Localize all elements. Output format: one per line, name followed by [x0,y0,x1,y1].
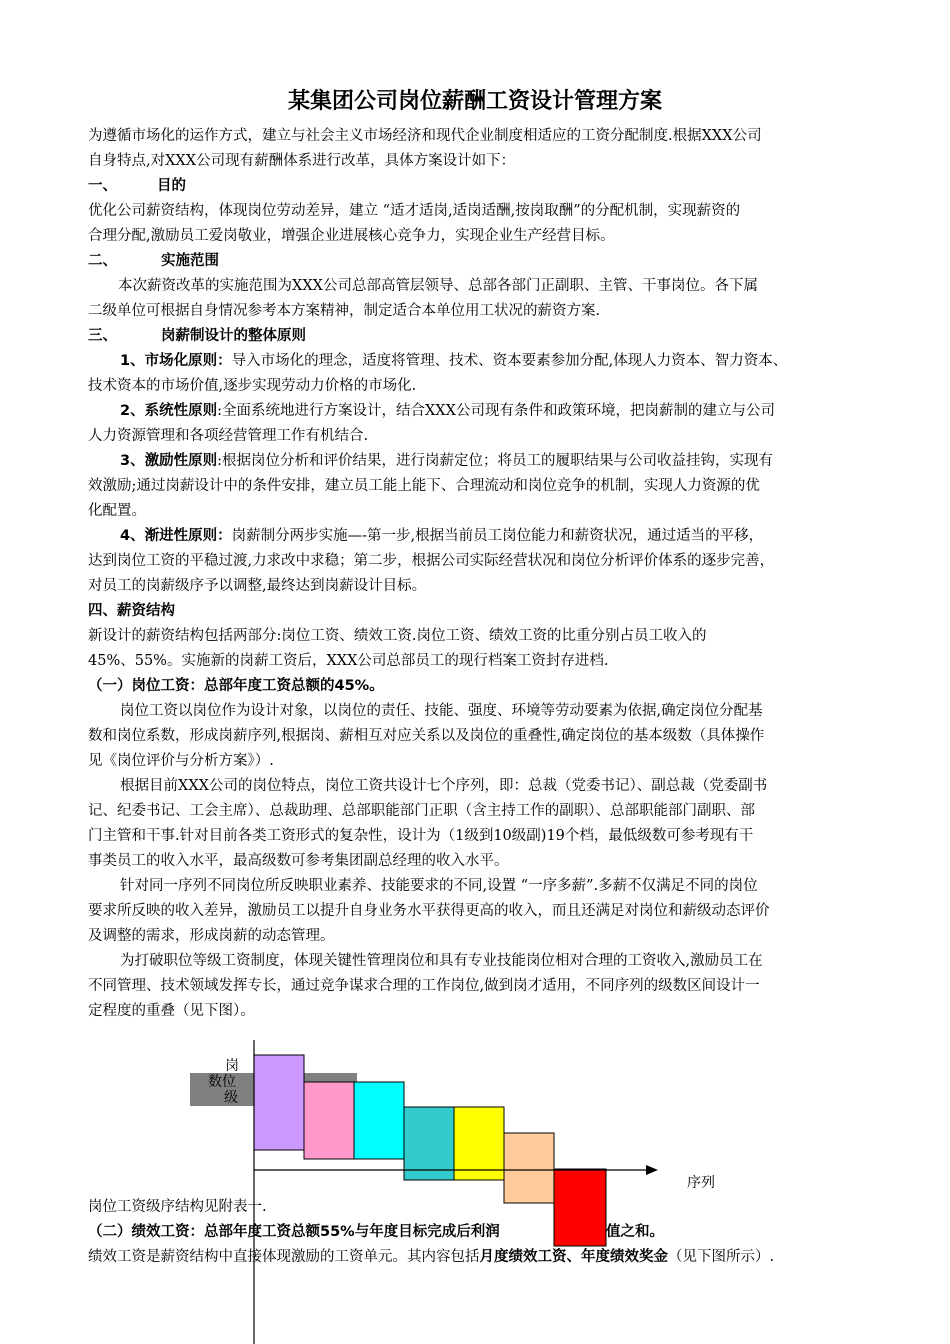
pw-p2-line-2: 记、纪委书记、工会主席）、总裁助理、总部职能部门正职（含主持工作的副职）、总部职能部门副职、部 [88,803,755,819]
s2-line-1: 本次薪资改革的实施范围为XXX公司总部高管层领导、总部各部门正副职、主管、干事岗位。各下属 [118,278,758,294]
pw-p3-line-1: 针对同一序列不同岗位所反映职业素养、技能要求的不同,设置 “一序多薪”.多薪不仅满足不同的岗位 [120,878,758,894]
p4-line-3: 对员工的岗薪级序予以调整,最终达到岗薪设计目标。 [88,578,427,594]
section-number: 三、 [88,328,117,344]
pw-p4-line-2: 不同管理、技术领域发挥专长，通过竞争谋求合理的工作岗位,做到岗才适用，不同序列的级数区间设计一 [88,978,760,994]
bar-3 [354,1082,404,1159]
principle-2 [120,399,920,424]
subsection-performance-wage: （二）绩效工资：总部年度工资总额55%与年度目标完成后利润 [88,1224,500,1240]
performance-wage-line [88,1245,888,1270]
x-axis-label: 序列 [687,1175,715,1191]
performance-text-bold: 月度绩效工资、年度绩效奖金 [479,1249,668,1265]
principle-label: 4、渐进性原则： [120,528,232,544]
performance-text-post: （见下图所示）. [668,1249,775,1265]
y-axis-label-bot: 级 [224,1090,238,1106]
principle-text: 导入市场化的理念，适度将管理、技术、资本要素参加分配,体现人力资本、智力资本、 [231,353,788,369]
principle-3 [120,449,920,474]
s2-line-2: 二级单位可根据自身情况参考本方案精神，制定适合本单位用工状况的薪资方案. [88,303,601,319]
after-chart-line: 岗位工资级序结构见附表一. [88,1199,267,1215]
pw-p2-line-3: 门主管和干事.针对目前各类工资形式的复杂性，设计为（1级到10级副)19个档，最低级数可参考现有干 [88,828,754,844]
bar-4 [404,1107,454,1180]
y-axis-label-mid: 数位 [208,1074,236,1090]
pw-p1-line-2: 数和岗位系数，形成岗薪序列,根据岗、薪相互对应关系以及岗位的重叠性,确定岗位的基本级数（具体操作 [88,728,765,744]
pw-p4-line-1: 为打破职位等级工资制度，体现关键性管理岗位和具有专业技能岗位相对合理的工资收入,激励员工在 [120,953,763,969]
pw-p1-line-3: 见《岗位评价与分析方案》）. [88,753,274,769]
principle-text: :全面系统地进行方案设计，结合XXX公司现有条件和政策环境，把岗薪制的建立与公司 [217,403,775,419]
pw-p2-line-4: 事类员工的收入水平，最高级数可参考集团副总经理的收入水平。 [88,853,509,869]
principle-1 [120,349,920,374]
performance-text-pre: 绩效工资是薪资结构中直接体现激励的工资单元。其内容包括 [88,1249,480,1265]
s4-line-1: 新设计的薪资结构包括两部分:岗位工资、绩效工资.岗位工资、绩效工资的比重分别占员工收入的 [88,628,707,644]
principle-label: 1、市场化原则： [120,353,232,369]
p3-line-3: 化配置。 [88,503,146,519]
x-axis-arrow [646,1165,658,1175]
subsection-position-wage: （一）岗位工资：总部年度工资总额的45%。 [88,678,384,694]
section-title: 实施范围 [161,253,219,269]
intro-line-2: 自身特点,对XXX公司现有薪酬体系进行改革，具体方案设计如下： [88,153,516,169]
section-4-heading: 四、薪资结构 [88,603,175,619]
p2-line-2: 人力资源管理和各项经营管理工作有机结合. [88,428,369,444]
pw-p3-line-2: 要求所反映的收入差异，激励员工以提升自身业务水平获得更高的收入，而且还满足对岗位和薪级动态评价 [88,903,770,919]
section-title: 目的 [157,178,186,194]
principle-label: 3、激励性原则 [120,453,218,469]
pw-p2-line-1: 根据目前XXX公司的岗位特点，岗位工资共设计七个序列，即：总裁（党委书记）、副总裁（党委副书 [120,778,768,794]
s4-line-2: 45%、55%。实施新的岗薪工资后，XXX公司总部员工的现行档案工资封存进档. [88,653,609,669]
principle-label: 2、系统性原则 [120,403,218,419]
bar-5 [454,1107,504,1180]
bar-2 [304,1082,354,1159]
bar-1 [254,1055,304,1150]
section-1-heading [88,174,888,199]
p4-line-2: 达到岗位工资的平稳过渡,力求改中求稳；第二步，根据公司实际经营状况和岗位分析评价体系的逐步完善， [88,553,775,569]
section-2-heading [88,249,888,274]
intro-line-1: 为遵循市场化的运作方式，建立与社会主义市场经济和现代企业制度相适应的工资分配制度.根据XXX公司 [88,128,762,144]
principle-text: 岗薪制分两步实施—-第一步,根据当前员工岗位能力和薪资状况，通过适当的平移， [231,528,764,544]
pw-p1-line-1: 岗位工资以岗位作为设计对象，以岗位的责任、技能、强度、环境等劳动要素为依据,确定岗位分配基 [120,703,763,719]
p3-line-2: 效激励;通过岗薪设计中的条件安排，建立员工能上能下、合理流动和岗位竞争的机制，实现人力资源的优 [88,478,760,494]
section-3-heading [88,324,888,349]
section-title: 岗薪制设计的整体原则 [161,328,306,344]
wage-sequence-diagram [0,1040,950,1344]
y-axis-label-top: 岗 [225,1058,239,1074]
document-title: 某集团公司岗位薪酬工资设计管理方案 [287,89,662,114]
pw-p3-line-3: 及调整的需求，形成岗薪的动态管理。 [88,928,335,944]
section-number: 二、 [88,253,117,269]
bar-6 [504,1133,554,1203]
principle-text: :根据岗位分析和评价结果，进行岗薪定位；将员工的履职结果与公司收益挂钩，实现有 [217,453,773,469]
s1-line-1: 优化公司薪资结构，体现岗位劳动差异，建立 “适才适岗,适岗适酬,按岗取酬”的分配机制，实现薪资的 [88,203,741,219]
s1-line-2: 合理分配,激励员工爱岗敬业，增强企业进展核心竞争力，实现企业生产经营目标。 [88,228,615,244]
p1-line-2: 技术资本的市场价值,逐步实现劳动力价格的市场化. [88,378,417,394]
principle-4 [120,524,920,549]
subsection-performance-wage-tail: 值之和。 [606,1224,664,1240]
section-number: 一、 [88,178,117,194]
pw-p4-line-3: 定程度的重叠（见下图）。 [88,1003,255,1019]
